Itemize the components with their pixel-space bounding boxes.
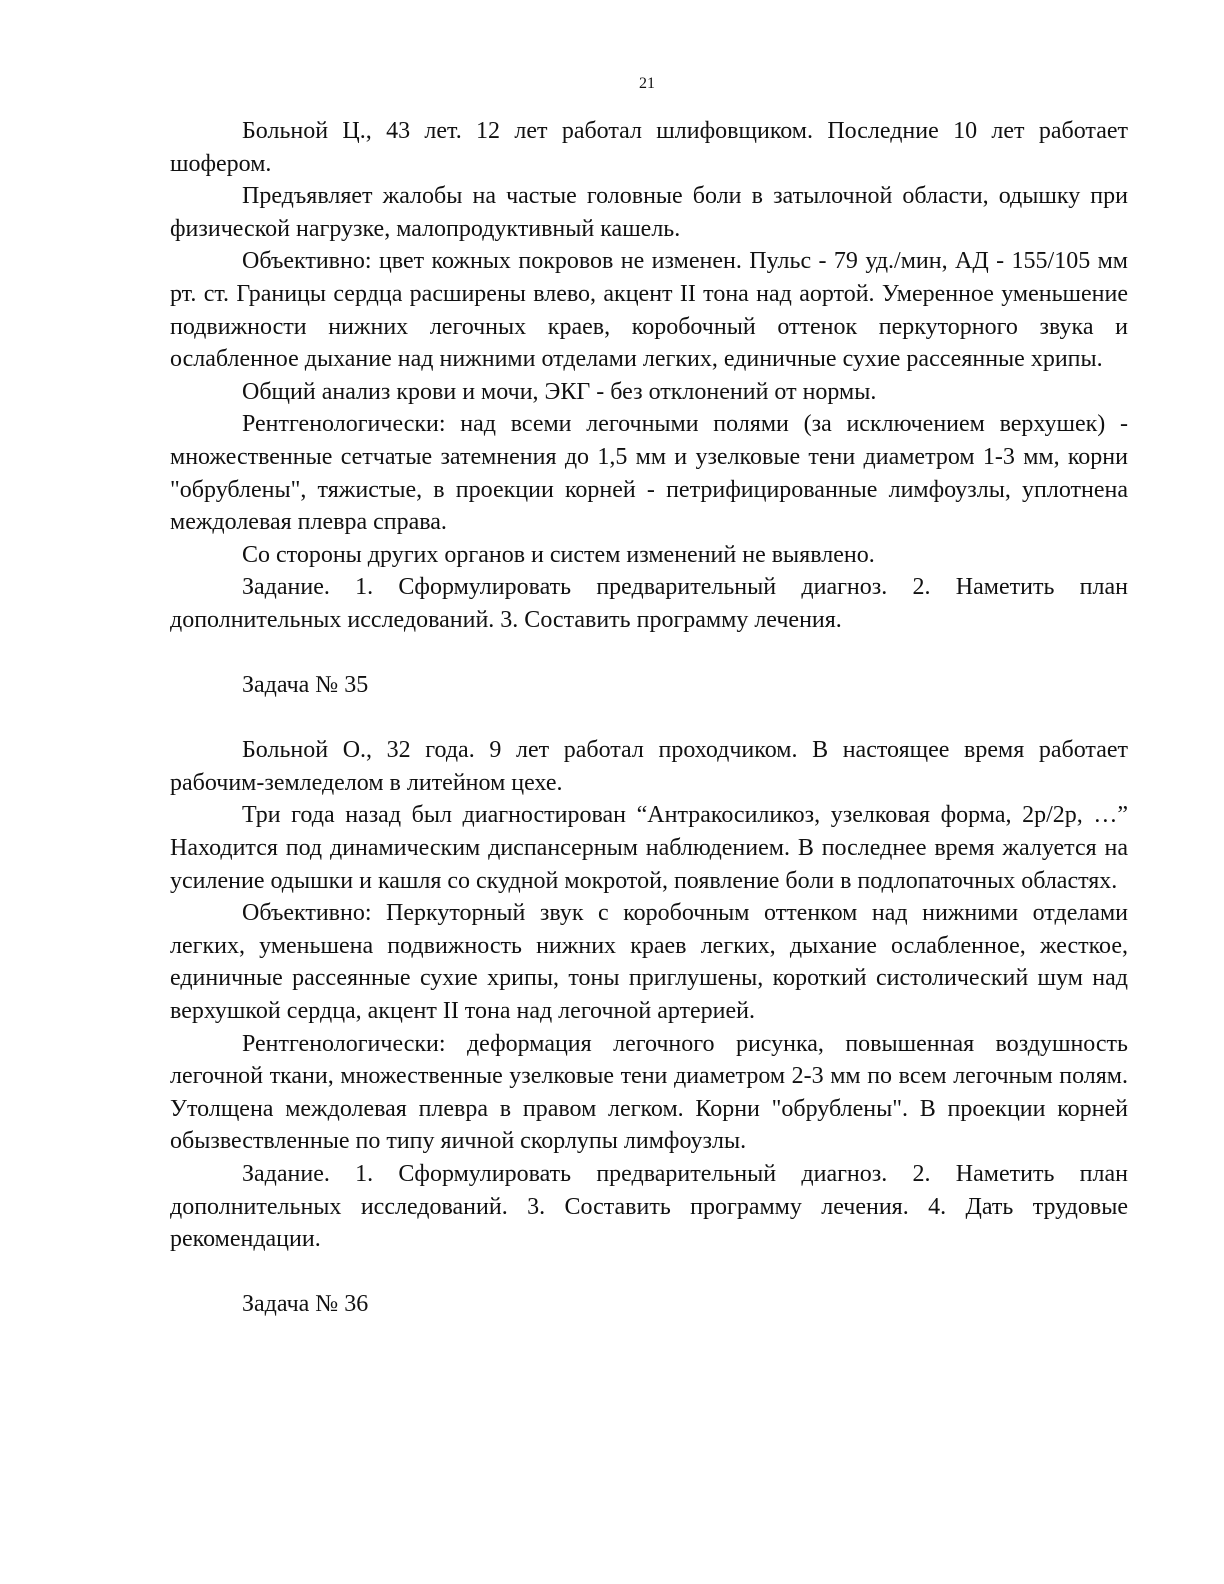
case-34-lab-results: Общий анализ крови и мочи, ЭКГ - без отклонений от нормы. (242, 378, 877, 405)
spacer (170, 637, 1128, 670)
case-35-heading: Задача № 35 (242, 672, 369, 699)
spacer (170, 1256, 1128, 1289)
case-35-xray-findings: Рентгенологически: деформация легочного рисунка, повышенная воздушность легочной ткани, множественные узелковые тени диаметром 2-3 мм по всем легочным полям. Утолщена междолевая плевра в правом легком. Корни "обрублены". В проекции корней обызвествленные по типу яичной скорлупы лимфоузлы. (170, 1030, 1128, 1155)
case-35-objective-exam: Объективно: Перкуторный звук с коробочным оттенком над нижними отделами легких, уменьшена подвижность нижних краев легких, дыхание ослабленное, жесткое, единичные рассеянные сухие хрипы, тоны приглушены, короткий систолический шум над верхушкой сердца, акцент II тона над легочной артерией. (170, 900, 1128, 1025)
case-34-xray-findings: Рентгенологически: над всеми легочными полями (за исключением верхушек) - множественные сетчатые затемнения до 1,5 мм и узелковые тени диаметром 1-3 мм, корни "обрублены", тяжистые, в проекции корней - петрифицированные лимфоузлы, уплотнена междолевая плевра справа. (170, 411, 1128, 536)
case-35-patient-info: Больной О., 32 года. 9 лет работал проходчиком. В настоящее время работает рабочим-земледелом в литейном цехе. (170, 737, 1128, 796)
case-36-heading: Задача № 36 (242, 1291, 369, 1318)
case-35-history: Три года назад был диагностирован “Антракосиликоз, узелковая форма, 2р/2р, …” Находится под динамическим диспансерным наблюдением. В последнее время жалуется на усиление одышки и кашля со скудной мокротой, появление боли в подлопаточных областях. (170, 802, 1128, 894)
case-34-patient-info: Больной Ц., 43 лет. 12 лет работал шлифовщиком. Последние 10 лет работает шофером. (170, 118, 1128, 177)
case-34-section (170, 115, 1128, 637)
case-35-task: Задание. 1. Сформулировать предварительный диагноз. 2. Наметить план дополнительных исследований. 3. Составить программу лечения. 4. Дать трудовые рекомендации. (170, 1161, 1128, 1253)
case-36-section (170, 1288, 1128, 1321)
page-number: 21 (639, 75, 655, 92)
case-34-objective-exam: Объективно: цвет кожных покровов не изменен. Пульс - 79 уд./мин, АД - 155/105 мм рт. ст. Границы сердца расширены влево, акцент II тона над аортой. Умеренное уменьшение подвижности нижних легочных краев, коробочный оттенок перкуторного звука и ослабленное дыхание над нижними отделами легких, единичные сухие рассеянные хрипы. (170, 248, 1128, 373)
page-content (170, 115, 1128, 1321)
case-35-section (170, 669, 1128, 1256)
case-34-complaints: Предъявляет жалобы на частые головные боли в затылочной области, одышку при физической нагрузке, малопродуктивный кашель. (170, 183, 1128, 242)
case-34-task: Задание. 1. Сформулировать предварительный диагноз. 2. Наметить план дополнительных исследований. 3. Составить программу лечения. (170, 574, 1128, 633)
case-34-other-organs: Со стороны других органов и систем изменений не выявлено. (242, 541, 875, 568)
spacer (170, 702, 1128, 735)
